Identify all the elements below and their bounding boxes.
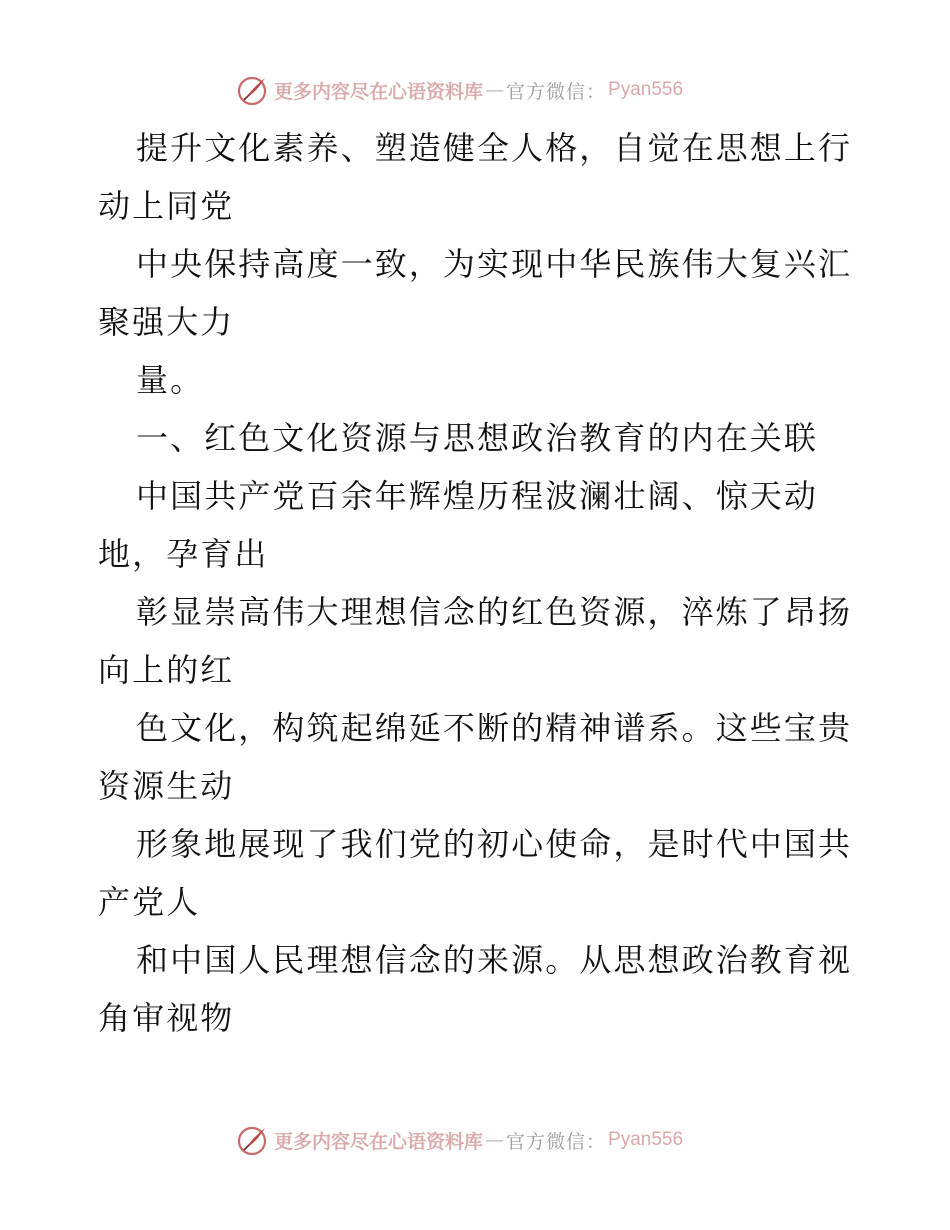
feather-quill-icon [236,1124,268,1156]
text-line: 聚强大力 [98,303,235,341]
watermark-sub-text: 官方微信： [506,80,607,103]
header-watermark [236,72,683,108]
feather-quill-icon [236,74,268,106]
footer-watermark [236,1122,683,1158]
text-line: 色文化，构筑起绵延不断的精神谱系。这些宝贵 [136,709,853,747]
text-line: 量。 [136,361,205,399]
watermark-main-text: 更多内容尽在心语资料库 [274,80,484,103]
text-line: 形象地展现了我们党的初心使命，是时代中国共 [136,825,853,863]
text-line: 动上同党 [98,187,235,225]
watermark-dash: — [485,1129,505,1151]
text-line: 地，孕育出 [98,535,269,573]
text-line: 彰显崇高伟大理想信念的红色资源，淬炼了昂扬 [136,593,853,631]
text-line: 和中国人民理想信念的来源。从思想政治教育视 [136,941,853,979]
text-line: 产党人 [98,883,201,921]
text-line: 角审视物 [98,999,235,1037]
section-heading: 一、红色文化资源与思想政治教育的内在关联 [136,419,819,457]
watermark-wechat-id: Pyan556 [608,79,684,100]
text-line: 提升文化素养、塑造健全人格，自觉在思想上行 [136,129,853,167]
watermark-dash: — [485,79,505,101]
text-line: 中国共产党百余年辉煌历程波澜壮阔、惊天动 [136,477,819,515]
watermark-main-text: 更多内容尽在心语资料库 [274,1130,484,1153]
watermark-wechat-id: Pyan556 [608,1129,684,1150]
text-line: 资源生动 [98,767,235,805]
text-line: 向上的红 [98,651,235,689]
watermark-sub-text: 官方微信： [506,1130,607,1153]
text-line: 中央保持高度一致，为实现中华民族伟大复兴汇 [136,245,853,283]
